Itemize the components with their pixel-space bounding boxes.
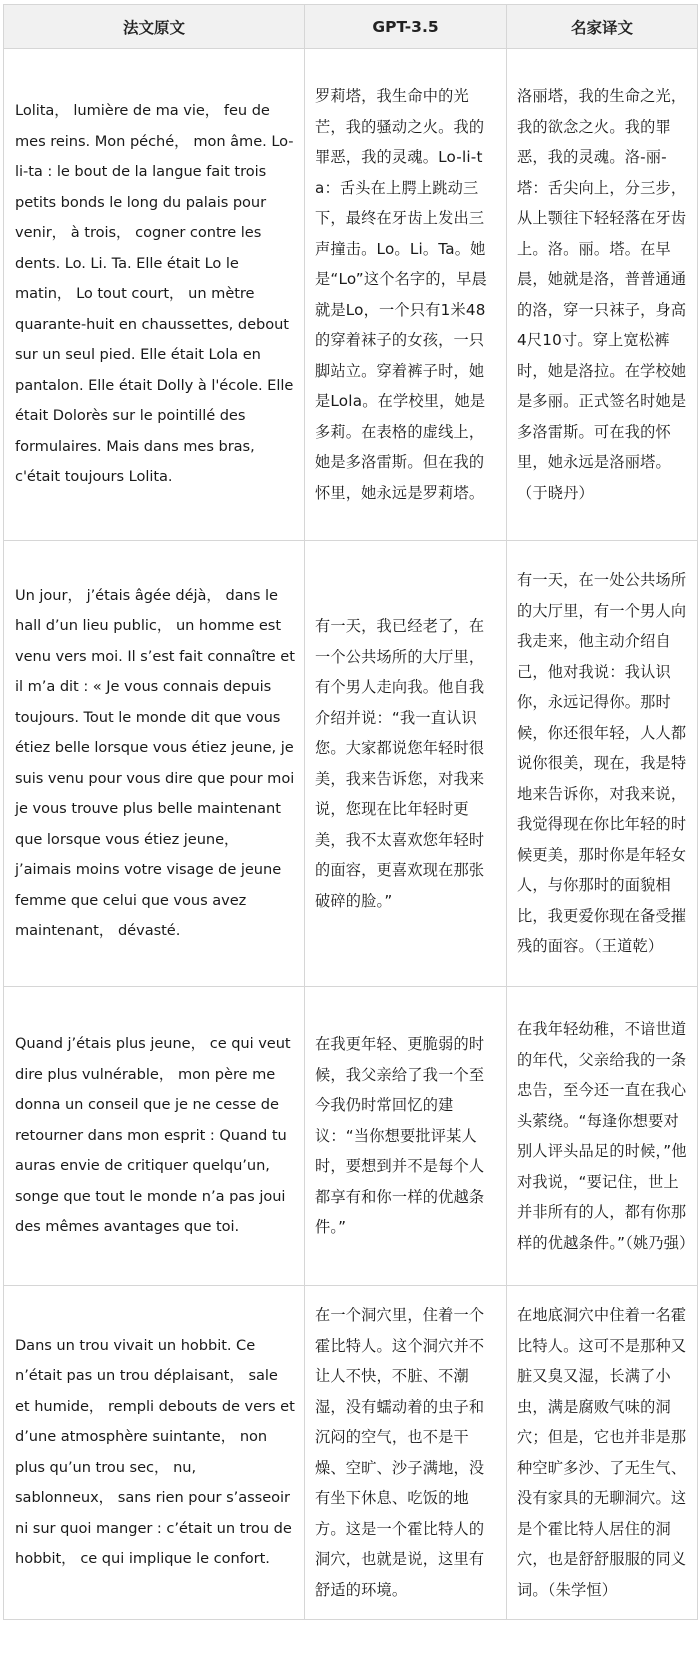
gpt-cell: 罗莉塔，我生命中的光芒，我的骚动之火。我的罪恶，我的灵魂。Lo-li-ta：舌头在上腭上跳动三下，最终在牙齿上发出三声撞击。Lo。Li。Ta。她是“Lo”这个名字的，早晨就是Lo，一个只有1米48的穿着袜子的女孩，一只脚站立。穿着裤子时，她是Lola。在学校里，她是多莉。在表格的虚线上，她是多洛雷斯。但在我的怀里，她永远是罗莉塔。	[305, 49, 507, 541]
header-source: 法文原文	[4, 5, 305, 49]
table-body	[4, 49, 698, 1620]
table-header	[4, 5, 698, 49]
expert-cell: 有一天，在一处公共场所的大厅里，有一个男人向我走来，他主动介绍自己，他对我说：我认识你，永远记得你。那时候，你还很年轻，人人都说你很美，现在，我是特地来告诉你，对我来说，我觉得现在你比年轻的时候更美，那时你是年轻女人，与你那时的面貌相比，我更爱你现在备受摧残的面容。（王道乾）	[507, 541, 698, 987]
source-cell: Lolita， lumière de ma vie， feu de mes reins. Mon péché， mon âme. Lo-li-ta : le bout de la langue fait trois petits bonds le long du palais pour venir， à trois， cogner contre les dents. Lo. Li. Ta. Elle était Lo le matin， Lo tout court， un mètre quarante-huit en chaussettes, debout sur un seul pied. Elle était Lola en pantalon. Elle était Dolly à l'école. Elle était Dolorès sur le pointillé des formulaires. Mais dans mes bras, c'était toujours Lolita.	[4, 49, 305, 541]
source-cell: Dans un trou vivait un hobbit. Ce n’était pas un trou déplaisant， sale et humide， rempli debouts de vers et d’une atmosphère suintante， non plus qu’un trou sec， nu, sablonneux， sans rien pour s’asseoir ni sur quoi manger : c’était un trou de hobbit， ce qui implique le confort.	[4, 1286, 305, 1620]
header-row	[4, 5, 698, 49]
gpt-cell: 在我更年轻、更脆弱的时候，我父亲给了我一个至今我仍时常回忆的建议：“当你想要批评某人时，要想到并不是每个人都享有和你一样的优越条件。”	[305, 987, 507, 1286]
header-model: GPT-3.5	[305, 5, 507, 49]
expert-cell: 在我年轻幼稚，不谙世道的年代，父亲给我的一条忠告，至今还一直在我心头萦绕。“每逢你想要对别人评头品足的时候，”他对我说，“要记住，世上并非所有的人，都有你那样的优越条件。”（姚乃强）	[507, 987, 698, 1286]
comparison-table	[3, 4, 698, 1620]
table-row	[4, 1286, 698, 1620]
table-row	[4, 541, 698, 987]
source-cell: Quand j’étais plus jeune， ce qui veut dire plus vulnérable， mon père me donna un conseil que je ne cesse de retourner dans mon esprit : Quand tu auras envie de critiquer quelqu’un, songe que tout le monde n’a pas joui des mêmes avantages que toi.	[4, 987, 305, 1286]
table-row	[4, 49, 698, 541]
table-row	[4, 987, 698, 1286]
expert-cell: 在地底洞穴中住着一名霍比特人。这可不是那种又脏又臭又湿，长满了小虫，满是腐败气味的洞穴；但是，它也并非是那种空旷多沙、了无生气、没有家具的无聊洞穴。这是个霍比特人居住的洞穴，也是舒舒服服的同义词。（朱学恒）	[507, 1286, 698, 1620]
gpt-cell: 有一天，我已经老了，在一个公共场所的大厅里，有个男人走向我。他自我介绍并说：“我一直认识您。大家都说您年轻时很美，我来告诉您，对我来说，您现在比年轻时更美，我不太喜欢您年轻时的面容，更喜欢现在那张破碎的脸。”	[305, 541, 507, 987]
source-cell: Un jour， j’étais âgée déjà， dans le hall d’un lieu public， un homme est venu vers moi. Il s’est fait connaître et il m’a dit : « Je vous connais depuis toujours. Tout le monde dit que vous étiez belle lorsque vous étiez jeune, je suis venu pour vous dire que pour moi je vous trouve plus belle maintenant que lorsque vous étiez jeune， j’aimais moins votre visage de jeune femme que celui que vous avez maintenant， dévasté.	[4, 541, 305, 987]
gpt-cell: 在一个洞穴里，住着一个霍比特人。这个洞穴并不让人不快，不脏、不潮湿，没有蠕动着的虫子和沉闷的空气，也不是干燥、空旷、沙子满地，没有坐下休息、吃饭的地方。这是一个霍比特人的洞穴，也就是说，这里有舒适的环境。	[305, 1286, 507, 1620]
expert-cell: 洛丽塔，我的生命之光，我的欲念之火。我的罪恶，我的灵魂。洛-丽-塔：舌尖向上，分三步，从上颚往下轻轻落在牙齿上。洛。丽。塔。在早晨，她就是洛，普普通通的洛，穿一只袜子，身高4尺10寸。穿上宽松裤时，她是洛拉。在学校她是多丽。正式签名时她是多洛雷斯。可在我的怀里，她永远是洛丽塔。（于晓丹）	[507, 49, 698, 541]
header-expert: 名家译文	[507, 5, 698, 49]
